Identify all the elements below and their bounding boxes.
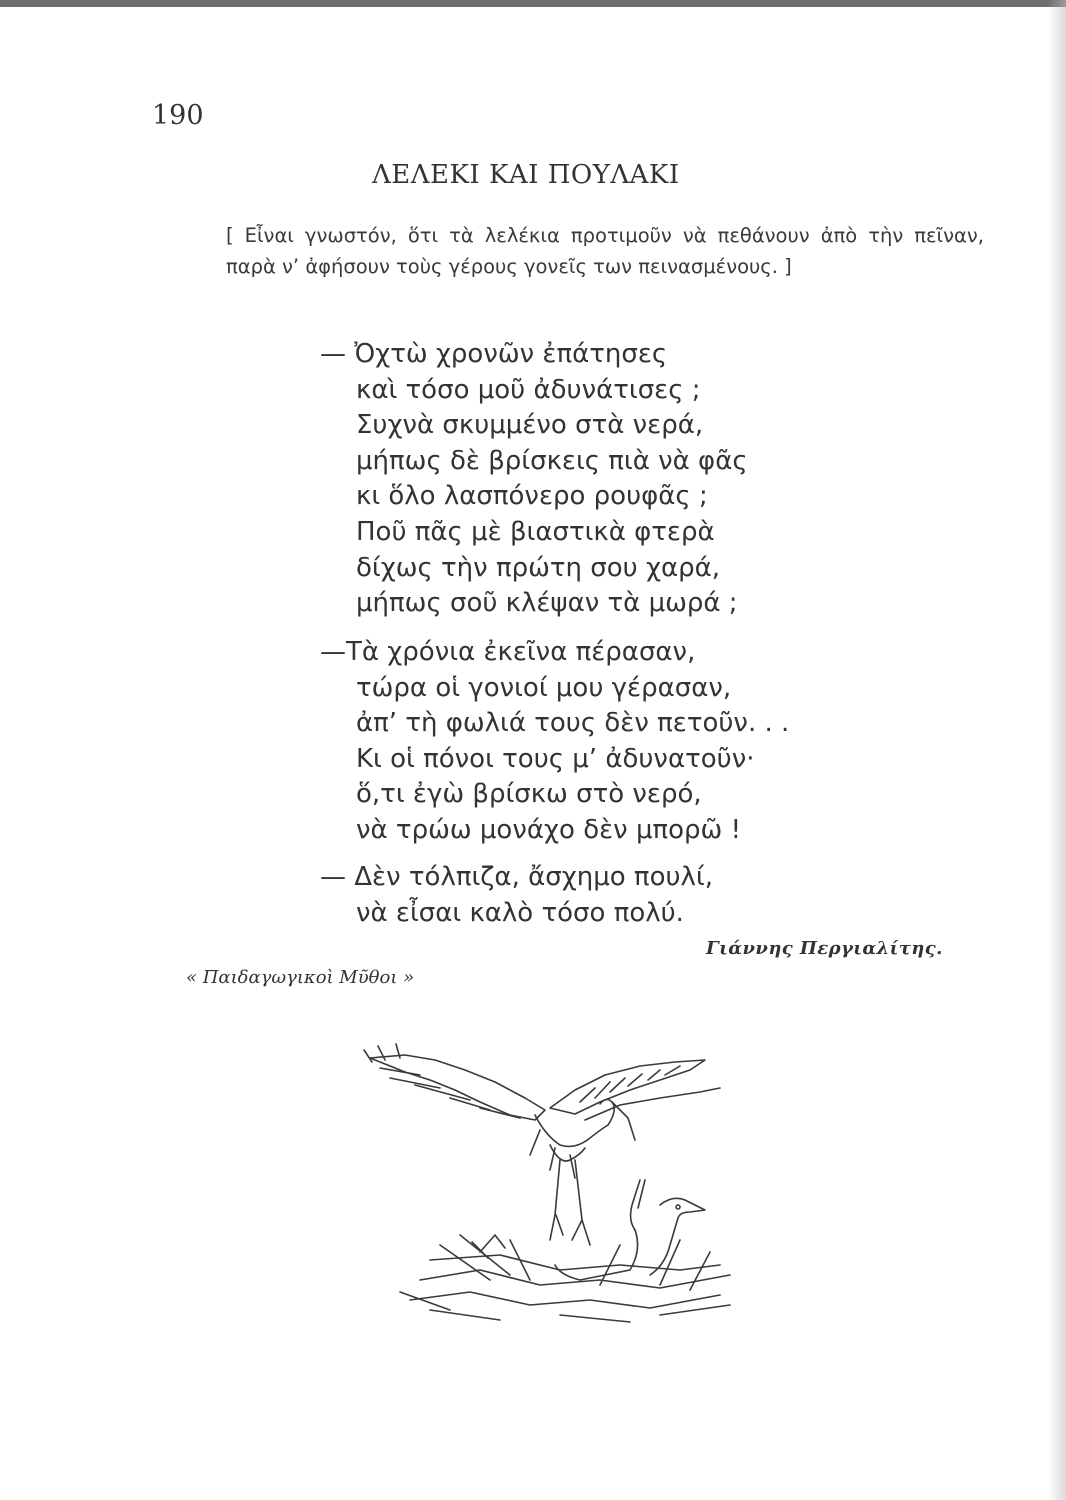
poem-line: —Τὰ χρόνια ἐκεῖνα πέρασαν, [320,637,696,667]
stork-nest-illustration-icon [360,1030,750,1330]
poem-line: δίχως τὴν πρώτη σου χαρά, [356,552,721,583]
stanza-1 [320,337,748,622]
poem-line: Συχνὰ σκυμμένο στὰ νερά, [356,410,704,441]
poem-line: ἀπ’ τὴ φωλιά τους δὲν πετοῦν. . . [356,708,790,739]
stanza-2 [320,635,790,849]
poem-line: καὶ τόσο μοῦ ἀδυνάτισες ; [356,374,701,405]
poem-line: — Ὀχτὼ χρονῶν ἐπάτησες [320,339,668,369]
poem-line: — Δὲν τόλπιζα, ἄσχημο πουλί, [320,862,713,892]
poem-title: ΛΕΛΕΚΙ ΚΑΙ ΠΟΥΛΑΚΙ [372,160,680,190]
poem-line: Κι οἱ πόνοι τους μ’ ἀδυνατοῦν· [356,743,755,774]
poem-line: κι ὅλο λασπόνερο ρουφᾶς ; [356,481,708,512]
intro-note: [ Εἶναι γνωστόν, ὅτι τὰ λελέκια προτιμοῦν νὰ πεθάνουν ἀπὸ τὴν πεῖναν, παρὰ ν’ ἀφήσουν τοὺς γέρους γονεῖς των πεινασμένους. ] [226,224,984,278]
poem-line: νὰ εἶσαι καλὸ τόσο πολύ. [356,897,684,928]
poem-line: νὰ τρώω μονάχο δὲν μπορῶ ! [356,814,742,845]
page-top-edge [0,0,1066,7]
poem-line: τώρα οἱ γονιοί μου γέρασαν, [356,672,732,703]
poem-line: μήπως σοῦ κλέψαν τὰ μωρά ; [356,588,738,619]
stanza-3 [320,860,713,931]
poem-line: Ποῦ πᾶς μὲ βιαστικὰ φτερὰ [356,516,715,547]
page-binding-shadow [1048,0,1066,1500]
author-signature: Γιάννης Περγιαλίτης. [706,938,943,959]
page-number: 190 [152,100,204,131]
poem-line: ὅ,τι ἐγὼ βρίσκω στὸ νερό, [356,779,702,810]
poem-line: μήπως δὲ βρίσκεις πιὰ νὰ φᾶς [356,445,748,476]
source-citation: « Παιδαγωγικοὶ Μῦθοι » [186,967,415,988]
